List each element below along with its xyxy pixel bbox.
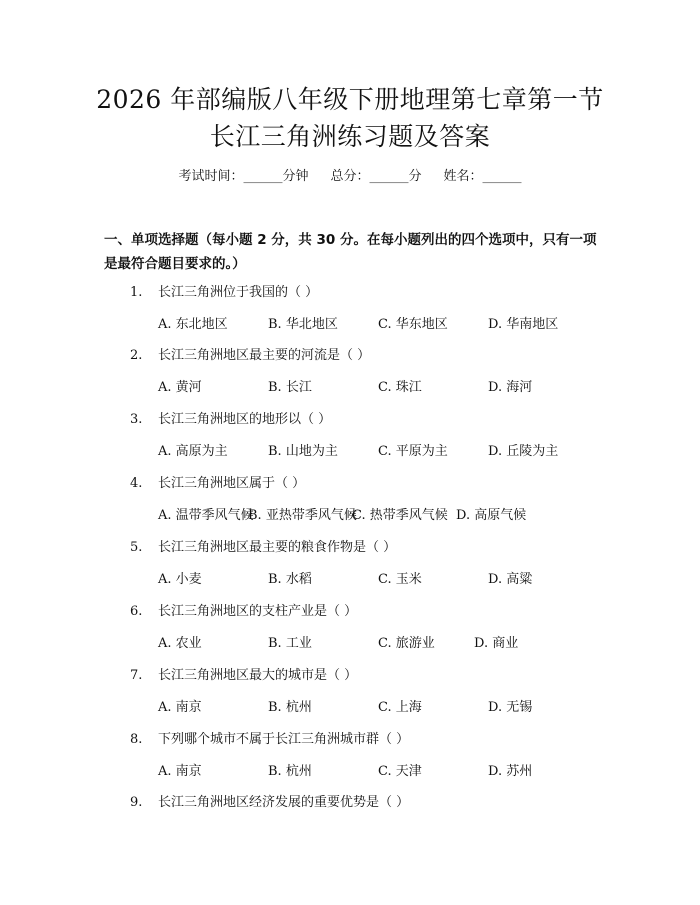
answer-option: D. 海河	[488, 380, 533, 395]
question-number: 8.	[130, 732, 143, 747]
answer-option: D. 高原气候	[456, 508, 527, 523]
answer-option: D. 高粱	[488, 572, 533, 587]
answer-option: C. 玉米	[378, 572, 422, 587]
exam-meta	[0, 168, 700, 186]
question-stem	[130, 475, 305, 493]
question-text: 长江三角洲位于我国的（ ）	[158, 285, 319, 300]
question-stem	[130, 667, 357, 685]
doc-title-line2: 长江三角洲练习题及答案	[209, 122, 491, 151]
answer-option: C. 平原为主	[378, 444, 448, 459]
question-text: 长江三角洲地区经济发展的重要优势是（ ）	[158, 795, 410, 810]
answer-option: A. 南京	[158, 700, 202, 715]
question-number: 4.	[130, 476, 143, 491]
answer-option: A. 小麦	[158, 572, 202, 587]
answer-option: B. 山地为主	[268, 444, 338, 459]
answer-option: A. 高原为主	[158, 444, 228, 459]
answer-option: B. 华北地区	[268, 317, 338, 332]
answer-option: A. 黄河	[158, 380, 202, 395]
answer-option: B. 亚热带季风气候	[248, 508, 357, 523]
question-stem	[130, 794, 409, 812]
question-number: 9.	[130, 795, 143, 810]
section-heading: 一、单项选择题（每小题 2 分，共 30 分。在每小题列出的四个选项中，只有一项是最符合题目要求的。）	[104, 232, 597, 272]
student-name-field: 姓名：______	[443, 169, 522, 184]
question-number: 6.	[130, 604, 143, 619]
question-number: 5.	[130, 540, 143, 555]
answer-option: A. 东北地区	[158, 317, 228, 332]
answer-option: D. 华南地区	[488, 317, 559, 332]
answer-option: A. 农业	[158, 636, 202, 651]
answer-option: D. 丘陵为主	[488, 444, 559, 459]
answer-option: C. 热带季风气候	[352, 508, 448, 523]
question-stem	[130, 603, 357, 621]
question-number: 7.	[130, 668, 143, 683]
question-number: 2.	[130, 348, 143, 363]
question-text: 长江三角洲地区的支柱产业是（ ）	[158, 604, 358, 619]
question-stem	[130, 347, 370, 365]
answer-option: C. 珠江	[378, 380, 422, 395]
total-score-field: 总分：______分	[330, 169, 422, 184]
answer-option: B. 工业	[268, 636, 312, 651]
question-text: 长江三角洲地区最主要的粮食作物是（ ）	[158, 540, 397, 555]
answer-option: C. 旅游业	[378, 636, 435, 651]
answer-option: B. 杭州	[268, 700, 312, 715]
exam-time-field: 考试时间：______分钟	[178, 169, 309, 184]
answer-option: C. 华东地区	[378, 317, 448, 332]
question-stem	[130, 411, 331, 429]
question-number: 1.	[130, 285, 143, 300]
question-number: 3.	[130, 412, 143, 427]
question-text: 长江三角洲地区的地形以（ ）	[158, 412, 332, 427]
answer-option: B. 长江	[268, 380, 312, 395]
answer-option: D. 无锡	[488, 700, 533, 715]
answer-option: B. 水稻	[268, 572, 312, 587]
answer-option: C. 天津	[378, 764, 422, 779]
question-stem	[130, 731, 409, 749]
question-stem	[130, 539, 396, 557]
question-text: 长江三角洲地区最主要的河流是（ ）	[158, 348, 371, 363]
question-text: 下列哪个城市不属于长江三角洲城市群（ ）	[158, 732, 410, 747]
answer-option: A. 温带季风气候	[158, 508, 254, 523]
question-stem	[130, 284, 318, 302]
answer-option: A. 南京	[158, 764, 202, 779]
question-text: 长江三角洲地区最大的城市是（ ）	[158, 668, 358, 683]
doc-title-line1: 2026 年部编版八年级下册地理第七章第一节	[96, 85, 604, 114]
question-text: 长江三角洲地区属于（ ）	[158, 476, 306, 491]
answer-option: D. 苏州	[488, 764, 533, 779]
answer-option: C. 上海	[378, 700, 422, 715]
answer-option: D. 商业	[474, 636, 519, 651]
answer-option: B. 杭州	[268, 764, 312, 779]
